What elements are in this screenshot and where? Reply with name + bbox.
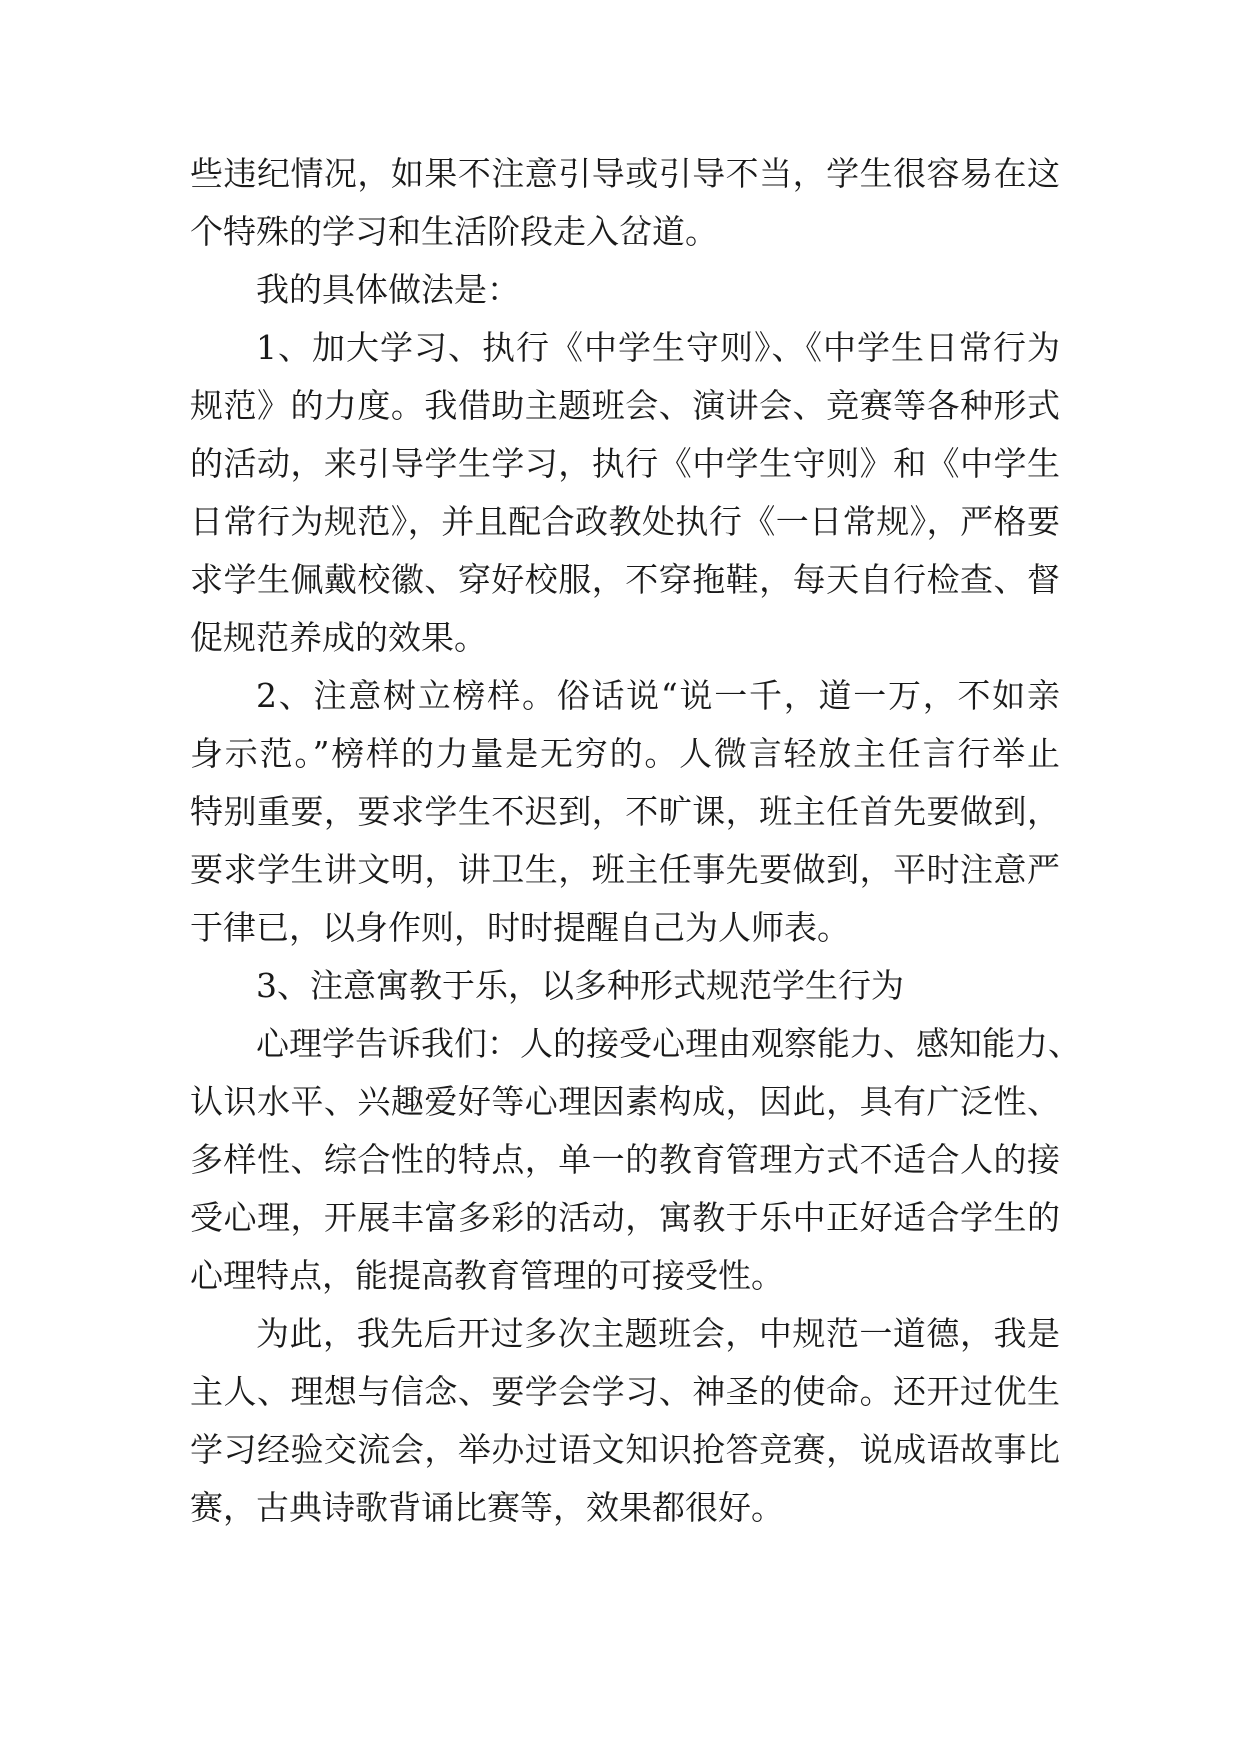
- text-line: 促规范养成的效果。: [190, 618, 487, 657]
- text-line: 身示范。”榜样的力量是无穷的。人微言轻放主任言行举止: [190, 734, 1060, 773]
- text-line: 的活动，来引导学生学习，执行《中学生守则》和《中学生: [190, 444, 1060, 483]
- text-line: 3、注意寓教于乐，以多种形式规范学生行为: [256, 966, 904, 1005]
- text-line: 2、注意树立榜样。俗话说“说一千，道一万，不如亲: [256, 676, 1060, 715]
- text-line: 心理特点，能提高教育管理的可接受性。: [190, 1256, 784, 1295]
- text-line: 些违纪情况，如果不注意引导或引导不当，学生很容易在这: [190, 154, 1060, 193]
- text-line: 主人、理想与信念、要学会学习、神圣的使命。还开过优生: [190, 1372, 1060, 1411]
- text-line: 学习经验交流会，举办过语文知识抢答竞赛，说成语故事比: [190, 1430, 1060, 1469]
- text-line: 规范》的力度。我借助主题班会、演讲会、竞赛等各种形式: [190, 386, 1060, 425]
- text-line: 为此，我先后开过多次主题班会，中规范一道德，我是: [256, 1314, 1060, 1353]
- text-line: 认识水平、兴趣爱好等心理因素构成，因此，具有广泛性、: [190, 1082, 1060, 1121]
- text-line: 多样性、综合性的特点，单一的教育管理方式不适合人的接: [190, 1140, 1060, 1179]
- text-line: 赛，古典诗歌背诵比赛等，效果都很好。: [190, 1488, 784, 1527]
- text-line: 1、加大学习、执行《中学生守则》、《中学生日常行为: [256, 328, 1060, 367]
- text-line: 求学生佩戴校徽、穿好校服，不穿拖鞋，每天自行检查、督: [190, 560, 1060, 599]
- text-line: 日常行为规范》，并且配合政教处执行《一日常规》，严格要: [190, 502, 1060, 541]
- text-line: 个特殊的学习和生活阶段走入岔道。: [190, 212, 718, 251]
- text-line: 要求学生讲文明，讲卫生，班主任事先要做到，平时注意严: [190, 850, 1060, 889]
- text-line: 于律已，以身作则，时时提醒自己为人师表。: [190, 908, 850, 947]
- text-line: 我的具体做法是：: [256, 270, 520, 309]
- text-line: 受心理，开展丰富多彩的活动，寓教于乐中正好适合学生的: [190, 1198, 1060, 1237]
- text-line: 心理学告诉我们：人的接受心理由观察能力、感知能力、: [256, 1024, 1081, 1063]
- text-line: 特别重要，要求学生不迟到，不旷课，班主任首先要做到，: [190, 792, 1060, 831]
